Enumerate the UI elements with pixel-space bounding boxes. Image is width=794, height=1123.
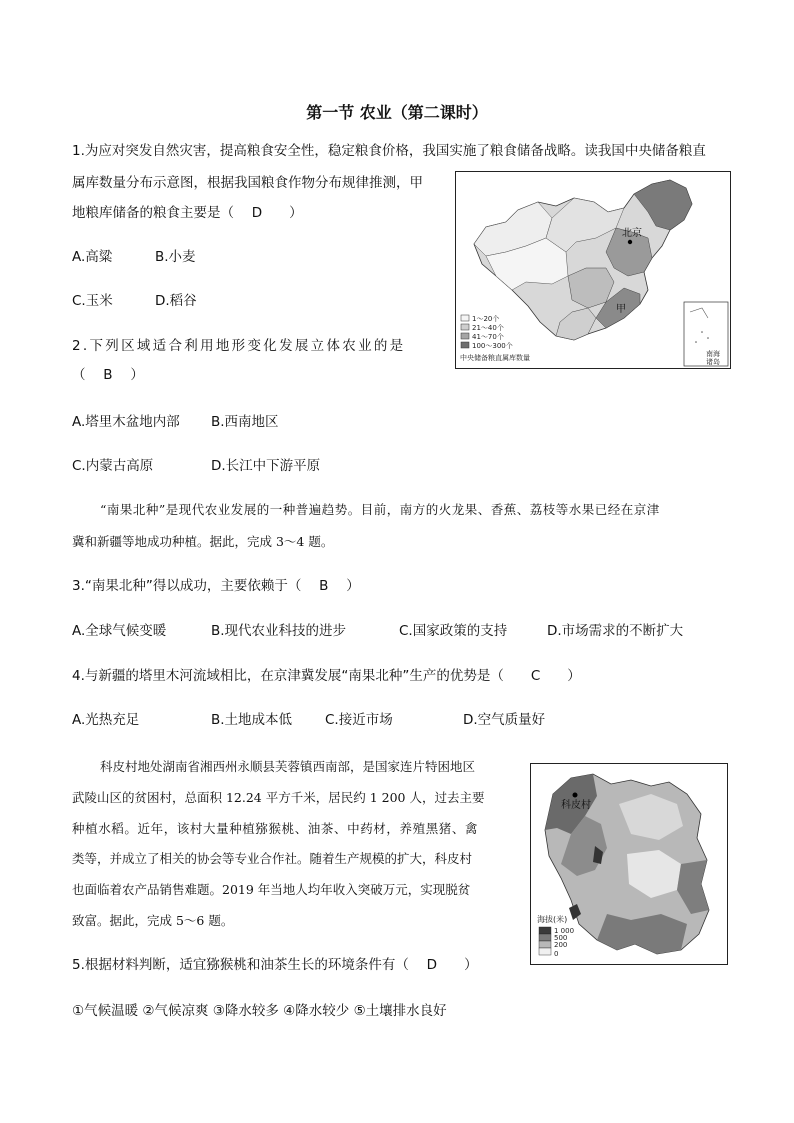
q4-stem: 4.与新疆的塔里木河流域相比，在京津冀发展“南果北种”生产的优势是（ C ） bbox=[72, 668, 581, 684]
q1-option-b[interactable]: B.小麦 bbox=[155, 249, 196, 265]
legend-caption: 中央储备粮直属库数量 bbox=[460, 354, 530, 362]
south-mountains bbox=[597, 914, 687, 954]
passage1-line1: “南果北种”是现代农业发展的一种普遍趋势。目前，南方的火龙果、香蕉、荔枝等水果已经在京津 bbox=[100, 502, 660, 517]
q2-option-b[interactable]: B.西南地区 bbox=[211, 414, 279, 430]
hunan-elevation-map bbox=[530, 763, 728, 965]
legend-label-3: 41～70个 bbox=[472, 333, 504, 341]
beijing-star bbox=[628, 240, 632, 244]
elevation-swatch-500 bbox=[539, 934, 551, 941]
legend-label-1: 1～20个 bbox=[472, 315, 500, 323]
q5-stem: 5.根据材料判断，适宜猕猴桃和油茶生长的环境条件有（ D ） bbox=[72, 957, 478, 973]
q3-stem: 3.“南果北种”得以成功，主要依赖于（ B ） bbox=[72, 578, 360, 594]
legend-swatch-2 bbox=[461, 324, 469, 330]
kepi-village-dot bbox=[573, 793, 578, 798]
passage2-line6: 致富。据此，完成 5～6 题。 bbox=[72, 913, 234, 928]
elevation-legend-title: 海拔(米) bbox=[537, 915, 568, 924]
q1-stem-line2: 属库数量分布示意图，根据我国粮食作物分布规律推测，甲 bbox=[72, 175, 423, 191]
passage1-line2: 冀和新疆等地成功种植。据此，完成 3～4 题。 bbox=[72, 534, 334, 549]
jia-label: 甲 bbox=[616, 304, 626, 315]
q1-stem-line1: 1.为应对突发自然灾害，提高粮食安全性，稳定粮食价格，我国实施了粮食储备战略。读我国中央储备粮直 bbox=[72, 143, 706, 159]
elevation-label-200: 200 bbox=[554, 941, 568, 949]
q5-options[interactable]: ①气候温暖 ②气候凉爽 ③降水较多 ④降水较少 ⑤土壤排水良好 bbox=[72, 1003, 447, 1019]
inset-label-1: 南海 bbox=[706, 350, 720, 358]
kepi-village-label: 科皮村 bbox=[561, 800, 591, 811]
china-map-graphic bbox=[456, 172, 730, 368]
passage2-line2: 武陵山区的贫困村，总面积 12.24 平方千米，居民约 1 200 人，过去主要 bbox=[72, 790, 485, 805]
elevation-label-500: 500 bbox=[554, 934, 568, 942]
passage2-line3: 种植水稻。近年，该村大量种植猕猴桃、油茶、中药材，养殖黑猪、禽 bbox=[72, 821, 479, 836]
q3-option-b[interactable]: B.现代农业科技的进步 bbox=[211, 623, 347, 639]
q2-option-c[interactable]: C.内蒙古高原 bbox=[72, 458, 154, 474]
legend-swatch-4 bbox=[461, 342, 469, 348]
beijing-label: 北京 bbox=[622, 228, 642, 239]
q4-option-a[interactable]: A.光热充足 bbox=[72, 712, 140, 728]
q1-stem-line3: 地粮库储备的粮食主要是（ D ） bbox=[72, 205, 303, 221]
legend-label-4: 100～300个 bbox=[472, 342, 513, 350]
q4-option-b[interactable]: B.土地成本低 bbox=[211, 712, 293, 728]
q1-option-c[interactable]: C.玉米 bbox=[72, 293, 113, 309]
q1-option-a[interactable]: A.高粱 bbox=[72, 249, 113, 265]
q1-option-d[interactable]: D.稻谷 bbox=[155, 293, 197, 309]
q2-stem-line2: （ B ） bbox=[72, 367, 144, 383]
q2-option-a[interactable]: A.塔里木盆地内部 bbox=[72, 414, 180, 430]
inset-label-2: 诸岛 bbox=[706, 358, 720, 366]
passage2-line4: 类等，并成立了相关的协会等专业合作社。随着生产规模的扩大，科皮村 bbox=[72, 851, 473, 866]
elevation-label-0: 0 bbox=[554, 950, 559, 958]
elevation-swatch-0 bbox=[539, 948, 551, 955]
q4-option-d[interactable]: D.空气质量好 bbox=[463, 712, 546, 728]
passage2-line1: 科皮村地处湖南省湘西州永顺县芙蓉镇西南部，是国家连片特困地区 bbox=[100, 759, 476, 774]
q4-option-c[interactable]: C.接近市场 bbox=[325, 712, 393, 728]
elevation-swatch-1000 bbox=[539, 927, 551, 934]
q3-option-d[interactable]: D.市场需求的不断扩大 bbox=[547, 623, 684, 639]
china-grain-depot-map bbox=[455, 171, 731, 369]
legend-swatch-3 bbox=[461, 333, 469, 339]
elevation-swatch-200 bbox=[539, 941, 551, 948]
passage2-line5: 也面临着农产品销售难题。2019 年当地人均年收入突破万元，实现脱贫 bbox=[72, 882, 471, 897]
elevation-label-1000: 1 000 bbox=[554, 927, 575, 935]
q2-option-d[interactable]: D.长江中下游平原 bbox=[211, 458, 321, 474]
page-title: 第一节 农业（第二课时） bbox=[306, 103, 488, 122]
q3-option-a[interactable]: A.全球气候变暖 bbox=[72, 623, 167, 639]
legend-label-2: 21～40个 bbox=[472, 324, 504, 332]
legend-swatch-1 bbox=[461, 315, 469, 321]
q3-option-c[interactable]: C.国家政策的支持 bbox=[399, 623, 508, 639]
q2-stem-line1: 2.下列区域适合利用地形变化发展立体农业的是 bbox=[72, 338, 406, 354]
hunan-map-graphic bbox=[531, 764, 727, 964]
